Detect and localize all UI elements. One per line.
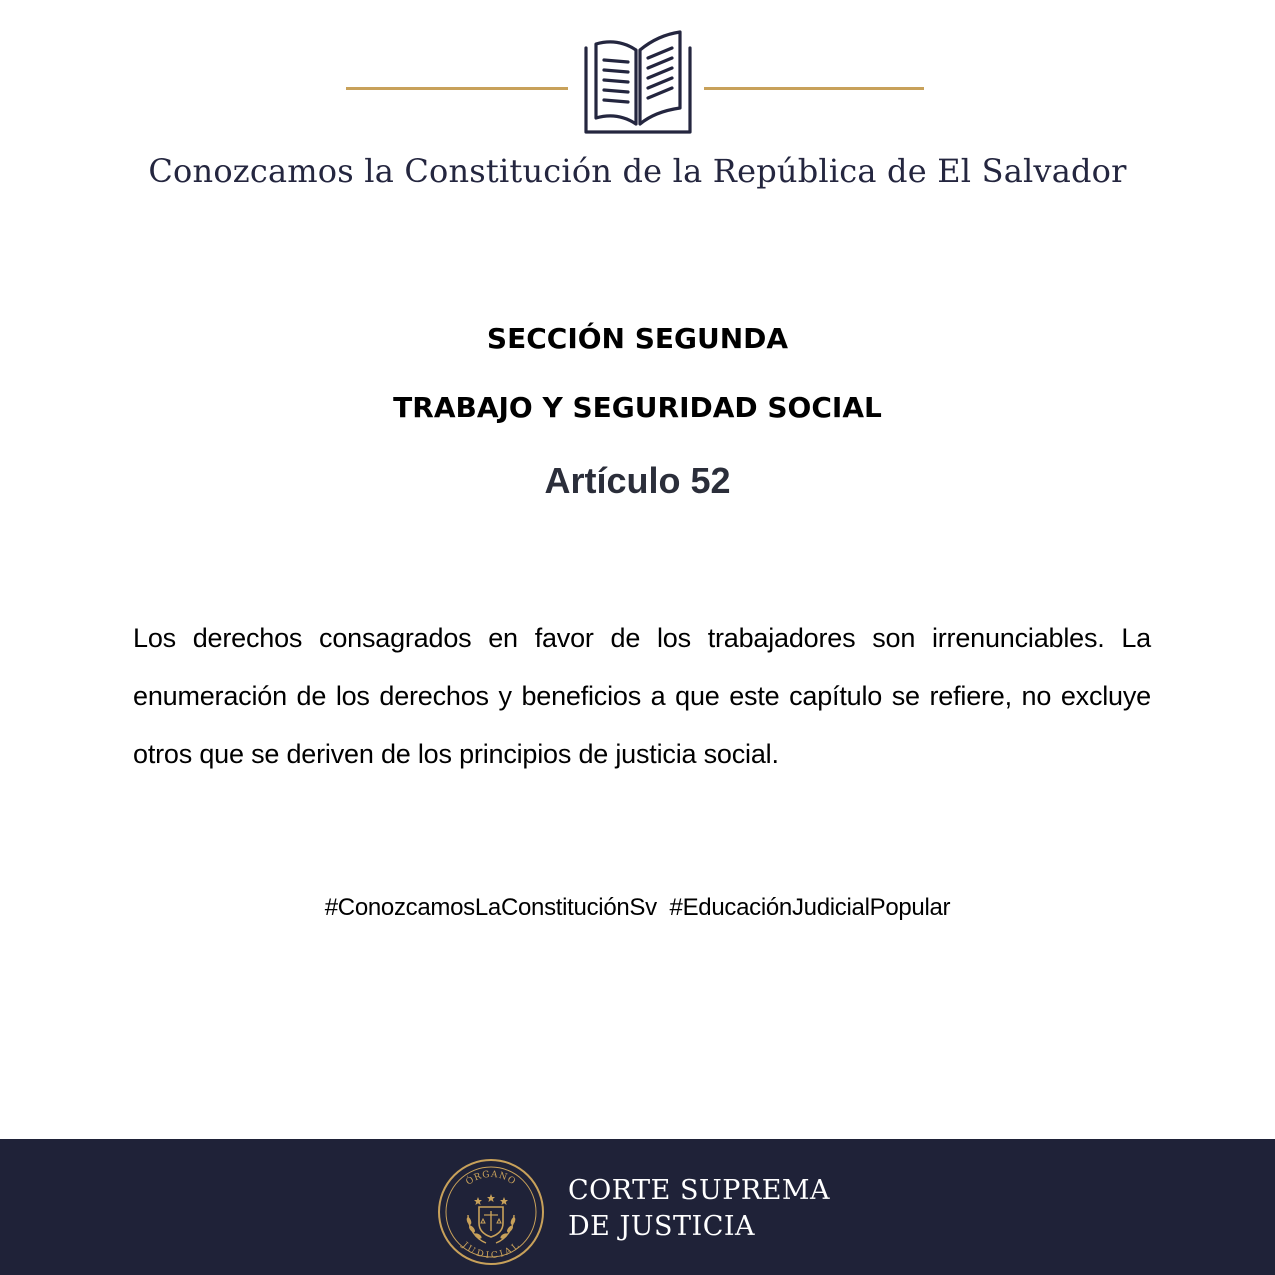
series-title: Conozcamos la Constitución de la República de El Salvador [148, 152, 1127, 190]
article-body-text: Los derechos consagrados en favor de los trabajadores son irrenunciables. La enumeración de los derechos y beneficios a que este capítulo se refiere, no excluye otros que se deriven de los principios de justicia social. [133, 623, 1151, 769]
court-seal-logo [436, 1157, 546, 1267]
article-title: Artículo 52 [544, 460, 731, 501]
footer-bar [0, 1139, 1275, 1275]
section-heading: SECCIÓN SEGUNDA [486, 322, 789, 355]
section-subheading: TRABAJO Y SEGURIDAD SOCIAL [393, 391, 882, 424]
hashtags: #ConozcamosLaConstituciónSv #EducaciónJudicialPopular [324, 894, 951, 921]
open-book-icon [580, 26, 696, 138]
court-name-line-2: DE JUSTICIA [568, 1211, 756, 1242]
svg-text:ÓRGANO: ÓRGANO [464, 1169, 518, 1188]
left-divider-line [346, 87, 568, 90]
header [0, 0, 1275, 230]
svg-text:JUDICIAL: JUDICIAL [459, 1240, 522, 1262]
court-name-line-1: CORTE SUPREMA [568, 1175, 831, 1206]
court-name [568, 1173, 830, 1245]
right-divider-line [704, 87, 924, 90]
